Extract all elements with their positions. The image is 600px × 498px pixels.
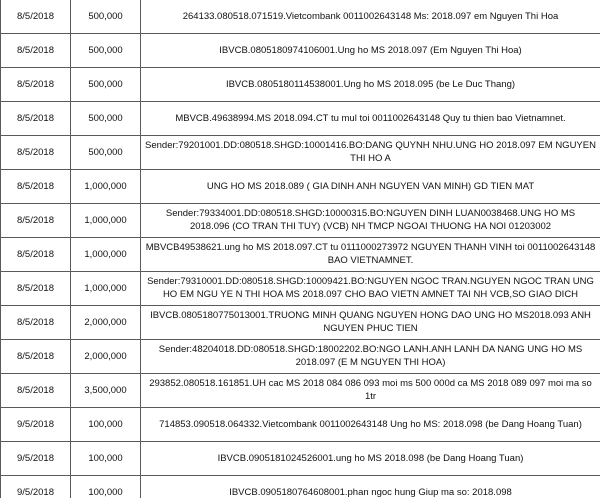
table-row xyxy=(1,203,600,237)
date-cell: 8/5/2018 xyxy=(1,33,71,67)
table-row xyxy=(1,33,600,67)
table-row xyxy=(1,67,600,101)
description-cell: MBVCB.49638994.MS 2018.094.CT tu mul toi 0011002643148 Quy tu thien bao Vietnamnet. xyxy=(141,101,600,135)
description-cell: MBVCB49538621.ung ho MS 2018.097.CT tu 0111000273972 NGUYEN THANH VINH toi 0011002643148 BAO VIETNAMNET. xyxy=(141,237,600,271)
description-cell: Sender:48204018.DD:080518.SHGD:18002202.BO:NGO LANH.ANH LANH DA NANG UNG HO MS 2018.097 (E M NGUYEN THI HOA) xyxy=(141,339,600,373)
date-cell: 8/5/2018 xyxy=(1,305,71,339)
table-row xyxy=(1,101,600,135)
table-row xyxy=(1,169,600,203)
date-cell: 8/5/2018 xyxy=(1,101,71,135)
table-row xyxy=(1,271,600,305)
table-row xyxy=(1,339,600,373)
amount-cell: 100,000 xyxy=(71,441,141,475)
description-cell: IBVCB.0805180974106001.Ung ho MS 2018.097 (Em Nguyen Thi Hoa) xyxy=(141,33,600,67)
table-row xyxy=(1,373,600,407)
description-cell: UNG HO MS 2018.089 ( GIA DINH ANH NGUYEN VAN MINH) GD TIEN MAT xyxy=(141,169,600,203)
description-cell: Sender:79310001.DD:080518.SHGD:10009421.BO:NGUYEN NGOC TRAN.NGUYEN NGOC TRAN UNG HO EM NGU YE N THI HOA MS 2018.097 CHO BAO VIETN AMNET TAI NH VCB,SO GIAO DICH xyxy=(141,271,600,305)
amount-cell: 3,500,000 xyxy=(71,373,141,407)
description-cell: Sender:79201001.DD:080518.SHGD:10001416.BO:DANG QUYNH NHU.UNG HO 2018.097 EM NGUYEN THI HO A xyxy=(141,135,600,169)
amount-cell: 500,000 xyxy=(71,0,141,33)
amount-cell: 2,000,000 xyxy=(71,305,141,339)
amount-cell: 2,000,000 xyxy=(71,339,141,373)
amount-cell: 1,000,000 xyxy=(71,169,141,203)
amount-cell: 500,000 xyxy=(71,33,141,67)
date-cell: 8/5/2018 xyxy=(1,67,71,101)
date-cell: 9/5/2018 xyxy=(1,475,71,498)
description-cell: 264133.080518.071519.Vietcombank 0011002643148 Ms: 2018.097 em Nguyen Thi Hoa xyxy=(141,0,600,33)
date-cell: 8/5/2018 xyxy=(1,339,71,373)
date-cell: 8/5/2018 xyxy=(1,0,71,33)
description-cell: IBVCB.0905181024526001.ung ho MS 2018.098 (be Dang Hoang Tuan) xyxy=(141,441,600,475)
table-row xyxy=(1,135,600,169)
amount-cell: 100,000 xyxy=(71,407,141,441)
description-cell: 293852.080518.161851.UH cac MS 2018 084 086 093 moi ms 500 000d ca MS 2018 089 097 moi ma so 1tr xyxy=(141,373,600,407)
table-row xyxy=(1,0,600,33)
amount-cell: 500,000 xyxy=(71,135,141,169)
table-row xyxy=(1,475,600,498)
amount-cell: 1,000,000 xyxy=(71,271,141,305)
date-cell: 9/5/2018 xyxy=(1,407,71,441)
date-cell: 9/5/2018 xyxy=(1,441,71,475)
date-cell: 8/5/2018 xyxy=(1,169,71,203)
description-cell: IBVCB.0805180775013001.TRUONG MINH QUANG NGUYEN HONG DAO UNG HO MS2018.093 ANH NGUYEN PHUC TIEN xyxy=(141,305,600,339)
date-cell: 8/5/2018 xyxy=(1,237,71,271)
amount-cell: 500,000 xyxy=(71,101,141,135)
date-cell: 8/5/2018 xyxy=(1,135,71,169)
table-row xyxy=(1,237,600,271)
description-cell: IBVCB.0905180764608001.phan ngoc hung Giup ma so: 2018.098 xyxy=(141,475,600,498)
amount-cell: 500,000 xyxy=(71,67,141,101)
description-cell: Sender:79334001.DD:080518.SHGD:10000315.BO:NGUYEN DINH LUAN0038468.UNG HO MS 2018.096 (CO TRAN THI TUY) (VCB) NH TMCP NGOAI THUONG HA NOI 01203002 xyxy=(141,203,600,237)
table-row xyxy=(1,441,600,475)
amount-cell: 1,000,000 xyxy=(71,203,141,237)
table-row xyxy=(1,407,600,441)
amount-cell: 1,000,000 xyxy=(71,237,141,271)
date-cell: 8/5/2018 xyxy=(1,373,71,407)
amount-cell: 100,000 xyxy=(71,475,141,498)
date-cell: 8/5/2018 xyxy=(1,203,71,237)
description-cell: 714853.090518.064332.Vietcombank 0011002643148 Ung ho MS: 2018.098 (be Dang Hoang Tuan) xyxy=(141,407,600,441)
table-row xyxy=(1,305,600,339)
description-cell: IBVCB.0805180114538001.Ung ho MS 2018.095 (be Le Duc Thang) xyxy=(141,67,600,101)
date-cell: 8/5/2018 xyxy=(1,271,71,305)
